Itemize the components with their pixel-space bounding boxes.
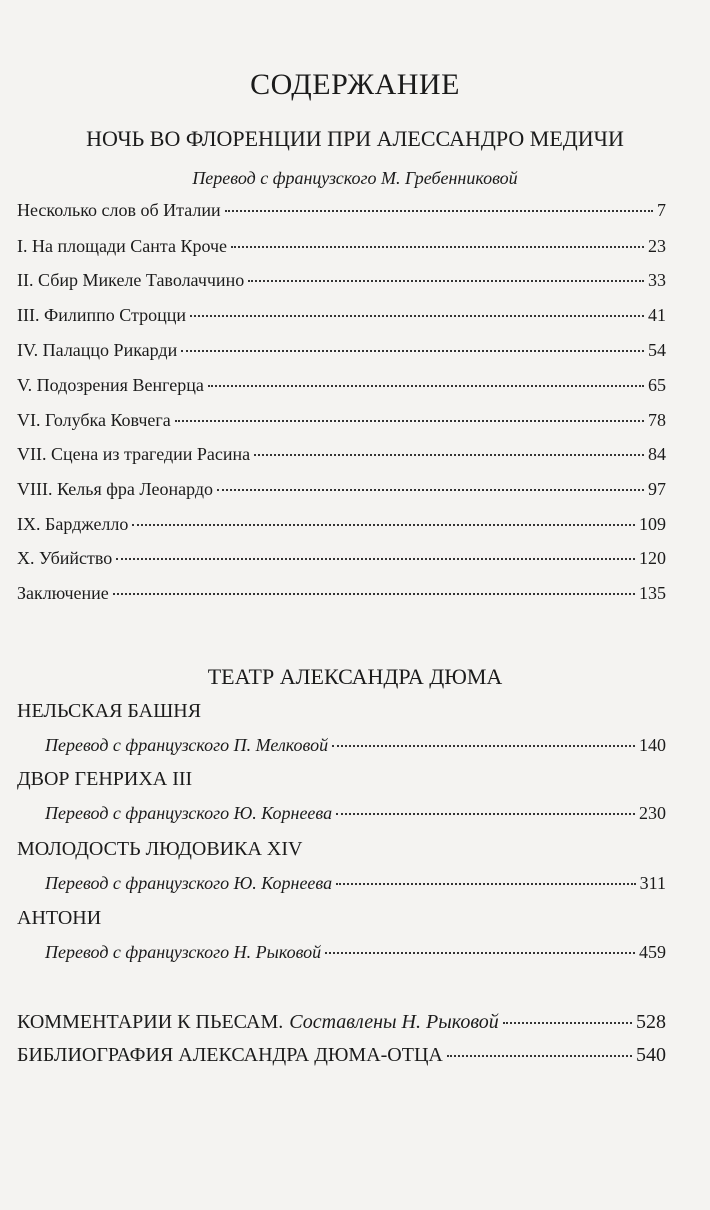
leader-dots	[181, 350, 644, 352]
toc-entry	[45, 942, 666, 963]
leader-dots	[231, 246, 644, 248]
entry-page: 459	[639, 942, 666, 962]
entry-page: 540	[636, 1044, 666, 1066]
play-title: МОЛОДОСТЬ ЛЮДОВИКА XIV	[17, 838, 303, 860]
play-title: АНТОНИ	[17, 907, 102, 929]
entry-page: 65	[648, 375, 666, 395]
entry-page: 109	[639, 514, 666, 534]
part1-title: НОЧЬ ВО ФЛОРЕНЦИИ ПРИ АЛЕССАНДРО МЕДИЧИ	[86, 126, 624, 151]
entry-page: 23	[648, 236, 666, 256]
entry-label: VII. Сцена из трагедии Расина	[17, 444, 251, 464]
play-title: ДВОР ГЕНРИХА III	[17, 768, 193, 790]
toc-entry	[17, 444, 666, 465]
toc-entry-commentary	[17, 1011, 666, 1034]
leader-dots	[254, 454, 644, 456]
leader-dots	[208, 385, 644, 387]
toc-entry	[17, 375, 666, 396]
play-translator: Перевод с французского П. Мелковой	[45, 735, 329, 755]
toc-title: СОДЕРЖАНИЕ	[250, 68, 460, 101]
toc-entry	[17, 548, 666, 569]
leader-dots	[113, 593, 635, 595]
entry-page: 41	[648, 305, 666, 325]
entry-page: 120	[639, 548, 666, 568]
leader-dots	[132, 524, 635, 526]
entry-page: 97	[648, 479, 666, 499]
entry-label: Заключение	[17, 583, 109, 603]
bibliography-label: БИБЛИОГРАФИЯ АЛЕКСАНДРА ДЮМА-ОТЦА	[17, 1044, 443, 1066]
leader-dots	[248, 280, 644, 282]
entry-page: 135	[639, 583, 666, 603]
entry-label: IX. Барджелло	[17, 514, 129, 534]
toc-entry	[17, 410, 666, 431]
leader-dots	[503, 1022, 632, 1024]
entry-label: IV. Палаццо Рикарди	[17, 340, 178, 360]
entry-page: 528	[636, 1011, 666, 1033]
leader-dots	[225, 210, 653, 212]
leader-dots	[217, 489, 644, 491]
entry-label: X. Убийство	[17, 548, 113, 568]
entry-label: I. На площади Санта Кроче	[17, 236, 228, 256]
entry-label: V. Подозрения Венгерца	[17, 375, 204, 395]
entry-page: 311	[639, 873, 666, 893]
toc-entry	[17, 514, 666, 535]
leader-dots	[447, 1055, 632, 1057]
entry-page: 140	[639, 735, 666, 755]
toc-entry	[17, 479, 666, 500]
commentary-label: КОММЕНТАРИИ К ПЬЕСАМ.	[17, 1011, 284, 1033]
toc-entry	[17, 200, 666, 221]
entry-label: VI. Голубка Ковчега	[17, 410, 171, 430]
commentary-author: Составлены Н. Рыковой	[289, 1011, 499, 1033]
play-translator: Перевод с французского Ю. Корнеева	[45, 873, 333, 893]
toc-entry	[17, 305, 666, 326]
toc-entry	[45, 803, 666, 824]
play-translator: Перевод с французского Ю. Корнеева	[45, 803, 333, 823]
entry-page: 33	[648, 270, 666, 290]
leader-dots	[325, 952, 635, 954]
toc-entry	[17, 270, 666, 291]
leader-dots	[116, 558, 635, 560]
part2-title: ТЕАТР АЛЕКСАНДРА ДЮМА	[207, 664, 503, 689]
entry-label: II. Сбир Микеле Таволаччино	[17, 270, 245, 290]
toc-entry	[17, 340, 666, 361]
leader-dots	[332, 745, 635, 747]
entry-label: Несколько слов об Италии	[17, 200, 221, 220]
entry-label: III. Филиппо Строцци	[17, 305, 186, 325]
entry-page: 230	[639, 803, 666, 823]
toc-entry-bibliography	[17, 1044, 666, 1067]
toc-entry	[17, 583, 666, 604]
entry-page: 84	[648, 444, 666, 464]
entry-label: VIII. Келья фра Леонардо	[17, 479, 214, 499]
toc-entry	[17, 236, 666, 257]
leader-dots	[175, 420, 644, 422]
play-title: НЕЛЬСКАЯ БАШНЯ	[17, 700, 202, 722]
entry-page: 54	[648, 340, 666, 360]
leader-dots	[336, 813, 635, 815]
entry-page: 7	[657, 200, 666, 220]
leader-dots	[336, 883, 636, 885]
toc-entry	[45, 873, 666, 894]
toc-entry	[45, 735, 666, 756]
entry-page: 78	[648, 410, 666, 430]
play-translator: Перевод с французского Н. Рыковой	[45, 942, 322, 962]
leader-dots	[190, 315, 644, 317]
part1-translator: Перевод с французского М. Гребенниковой	[192, 168, 518, 188]
